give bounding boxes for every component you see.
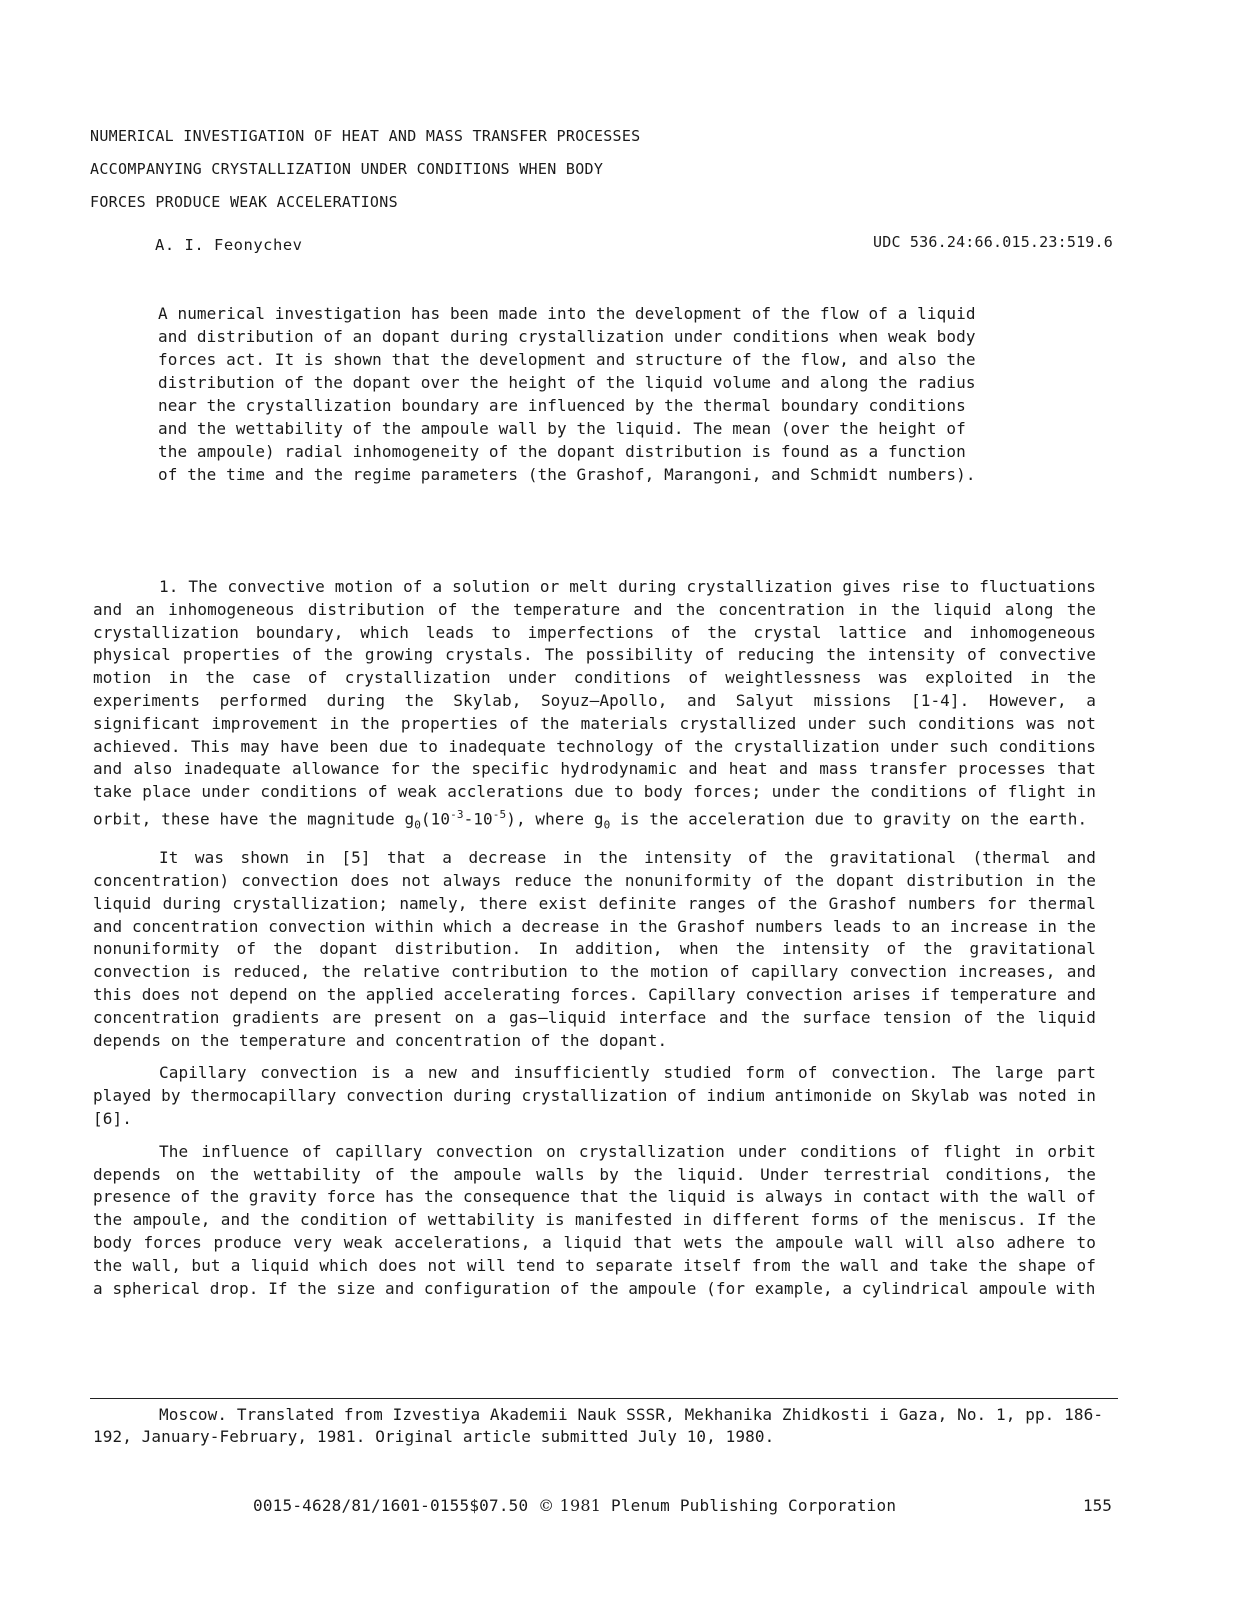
footnote-divider bbox=[90, 1398, 1118, 1399]
body-paragraph-3: Capillary convection is a new and insufficiently studied form of convection. The large part played by thermocapillary convection during crystallization of indium antimonide on Skylab was noted in [6]. bbox=[93, 1063, 1096, 1129]
copyright-notice: © 1981 bbox=[538, 1496, 602, 1515]
magnitude-open: (10 bbox=[420, 809, 451, 829]
body-paragraph-4: The influence of capillary convection on crystallization under conditions of flight in orbit depends on the wettability of the ampoule walls by the liquid. Under terrestrial conditions, the presence of the gravity force has the consequence that the liquid is always in contact with the wall of the ampoule, and the condition of wettability is manifested in different forms of the meniscus. If the body forces produce very weak accelerations, a liquid that wets the ampoule wall will also adhere to the wall, but a liquid which does not will tend to separate itself from the wall and take the shape of a spherical drop. If the size and configuration of the ampoule (for example, a cylindrical ampoule with bbox=[93, 1141, 1096, 1298]
title-line-3: FORCES PRODUCE WEAK ACCELERATIONS bbox=[90, 193, 398, 211]
g0-subscript: 0 bbox=[414, 818, 421, 832]
publication-code-number: 0015-4628/81/1601-0155$07.50 bbox=[253, 1496, 539, 1515]
magnitude-dash: -10 bbox=[463, 809, 493, 829]
abstract: A numerical investigation has been made into the development of the flow of a liquid and distribution of an dopant during crystallization under conditions when weak body forces act. It is shown that the development and structure of the flow, and also the distribution of the dopant over the height of the liquid volume and along the radius near the crystallization boundary are influenced by the thermal boundary conditions and the wettability of the ampoule wall by the liquid. The mean (over the height of the ampoule) radial inhomogeneity of the dopant distribution is found as a function of the time and the regime parameters (the Grashof, Marangoni, and Schmidt numbers). bbox=[158, 304, 976, 484]
publication-code bbox=[253, 1496, 896, 1515]
body-paragraph-2: It was shown in [5] that a decrease in the intensity of the gravitational (thermal and concentration) convection does not always reduce the nonuniformity of the dopant distribution in the liquid during crystallization; namely, there exist definite ranges of the Grashof numbers for thermal and concentration convection within which a decrease in the Grashof numbers leads to an increase in the nonuniformity of the dopant distribution. In addition, when the intensity of the gravitational convection is reduced, the relative contribution to the motion of capillary convection increases, and this does not depend on the applied accelerating forces. Capillary convection arises if temperature and concentration gradients are present on a gas—liquid interface and the surface tension of the liquid depends on the temperature and concentration of the dopant. bbox=[93, 848, 1096, 1050]
publisher-name: Plenum Publishing Corporation bbox=[601, 1496, 897, 1515]
title-line-2: ACCOMPANYING CRYSTALLIZATION UNDER CONDITIONS WHEN BODY bbox=[90, 160, 604, 178]
g0-definition-subscript: 0 bbox=[603, 818, 611, 832]
exponent-2: -5 bbox=[492, 807, 507, 821]
footnote-text: Moscow. Translated from Izvestiya Akademii Nauk SSSR, Mekhanika Zhidkosti i Gaza, No. 1, pp. 186-192, January-February, 1981. Original article submitted July 10, 1980. bbox=[93, 1405, 1104, 1446]
g0-symbol: g bbox=[404, 809, 415, 829]
body-paragraph-1-end: is the acceleration due to gravity on the earth. bbox=[610, 809, 1088, 829]
exponent-1: -3 bbox=[450, 807, 464, 821]
page-number: 155 bbox=[1083, 1496, 1112, 1515]
article-title bbox=[90, 120, 850, 219]
body-paragraph-1 bbox=[93, 576, 1096, 837]
magnitude-close: ), where bbox=[506, 809, 594, 829]
footnote bbox=[93, 1404, 1123, 1448]
author-name: A. I. Feonychev bbox=[155, 236, 303, 254]
article-body bbox=[93, 576, 1096, 1310]
g0-definition-symbol: g bbox=[593, 809, 604, 829]
title-line-1: NUMERICAL INVESTIGATION OF HEAT AND MASS TRANSFER PROCESSES bbox=[90, 127, 641, 145]
udc-code: UDC 536.24:66.015.23:519.6 bbox=[873, 233, 1113, 251]
body-paragraph-1-text: 1. The convective motion of a solution or melt during crystallization gives rise to fluctuations and an inhomogeneous distribution of the temperature and the concentration in the liquid along the crystallization boundary, which leads to imperfections of the crystal lattice and inhomogeneous physical properties of the growing crystals. The possibility of reducing the intensity of convective motion in the case of crystallization under conditions of weightlessness was exploited in the experiments performed during the Skylab, Soyuz—Apollo, and Salyut missions [1-4]. However, a significant improvement in the properties of the materials crystallized under such conditions was not achieved. This may have been due to inadequate technology of the crystallization under such conditions and also inadequate allowance for the specific hydrodynamic and heat and mass transfer processes that take place under conditions of weak acclerations due to body forces; under the conditions of flight in orbit, these have the magnitude bbox=[93, 577, 1096, 829]
